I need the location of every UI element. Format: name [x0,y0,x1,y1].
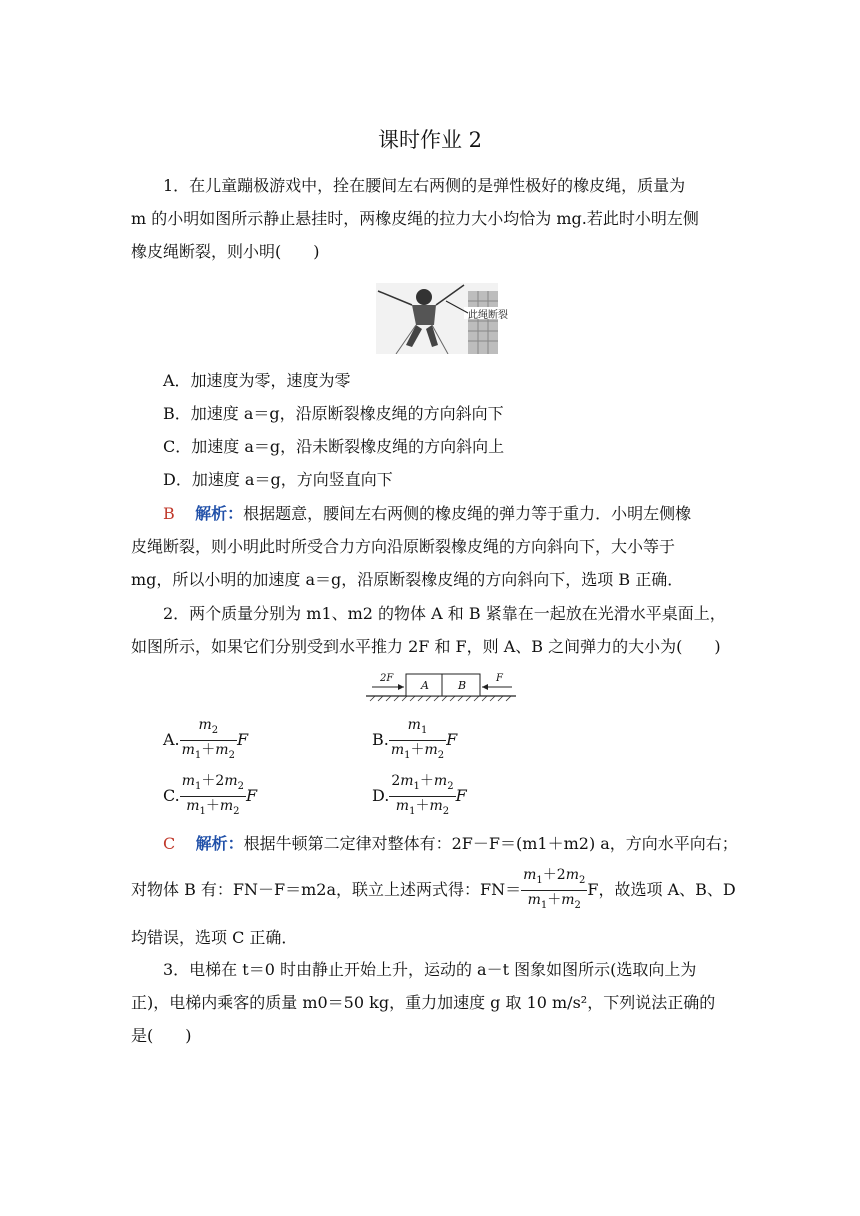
q2-option-a-fraction: $\frac{m_2}{m_1+m_2}$ [181,717,235,761]
q2-option-d-fraction: $\frac{2m_1+m_2}{m_1+m_2}$ [391,773,454,817]
q1-analysis-line3: mg，所以小明的加速度 a＝g，沿原断裂橡皮绳的方向斜向下，选项 B 正确． [131,570,684,589]
q1-option-c: C．加速度 a＝g，沿未断裂橡皮绳的方向斜向上 [163,437,505,456]
q2-figure-force-f: F [496,673,503,684]
q3-stem-line1: 3．电梯在 t＝0 时由静止开始上升，运动的 a－t 图象如图所示(选取向上为 [163,960,697,979]
q2-stem-line2: 如图所示，如果它们分别受到水平推力 2F 和 F，则 A、B 之间弹力的大小为( ) [131,637,721,656]
q1-figure-label: 此绳断裂 [468,310,508,321]
q2-option-d: D. $\frac{2m_1+m_2}{m_1+m_2}$ F [372,772,467,821]
q2-option-c-label: C. [163,785,180,805]
page-title: 课时作业 2 [377,128,483,152]
q1-option-d: D．加速度 a＝g，方向竖直向下 [163,470,393,489]
q2-answer: C [163,834,176,853]
q1-stem-line2: m 的小明如图所示静止悬挂时，两橡皮绳的拉力大小均恰为 mg.若此时小明左侧 [131,209,699,228]
q1-analysis-line1: 根据题意，腰间左右两侧的橡皮绳的弹力等于重力．小明左侧橡 [243,504,692,523]
q2-analysis-line2-part1: 对物体 B 有：FN－F＝m2a，联立上述两式得：FN＝ [131,879,522,899]
q2-option-a: A. $\frac{m_2}{m_1+m_2}$ F [163,716,248,765]
q2-analysis-line3: 均错误，选项 C 正确． [131,928,298,947]
q2-option-a-label: A. [163,729,180,749]
q1-stem-line1: 1．在儿童蹦极游戏中，拴在腰间左右两侧的是弹性极好的橡皮绳，质量为 [163,176,686,195]
q1-option-a: A．加速度为零，速度为零 [163,371,351,390]
q1-figure-bungee [376,283,508,354]
q1-analysis-line2: 皮绳断裂，则小明此时所受合力方向沿原断裂橡皮绳的方向斜向下，大小等于 [131,537,676,556]
q2-figure-blocks [366,670,516,702]
q2-stem-line1: 2．两个质量分别为 m1、m2 的物体 A 和 B 紧靠在一起放在光滑水平桌面上， [163,604,726,623]
q1-stem-line3: 橡皮绳断裂，则小明( ) [131,242,320,261]
q2-figure-force-2f: 2F [380,673,394,684]
q2-option-b-fraction: $\frac{m_1}{m_1+m_2}$ [390,717,445,761]
q1-answer: B [163,504,175,523]
q2-option-c: C. $\frac{m_1+2m_2}{m_1+m_2}$ F [163,772,257,821]
q2-figure-block-a: A [421,679,429,692]
q2-analysis-fraction: $\frac{m_1+2m_2}{m_1+m_2}$ [523,867,586,911]
q3-stem-line3: 是( ) [131,1026,192,1045]
q2-option-b: B. $\frac{m_1}{m_1+m_2}$ F [372,716,457,765]
q2-figure-block-b: B [458,679,467,692]
q1-analysis-label: 解析： [195,504,244,523]
q2-option-d-label: D. [372,785,390,805]
q2-analysis-line2-part2: F，故选项 A、B、D [587,879,736,899]
q2-option-b-label: B. [372,729,389,749]
q3-stem-line2: 正)，电梯内乘客的质量 m0＝50 kg，重力加速度 g 取 10 m/s²，下列说法正确的 [131,993,716,1012]
q2-analysis-label: 解析： [195,834,244,853]
q2-analysis-line1: 根据牛顿第二定律对整体有：2F－F＝(m1＋m2) a，方向水平向右； [243,834,738,853]
q1-option-b: B．加速度 a＝g，沿原断裂橡皮绳的方向斜向下 [163,404,504,423]
q2-option-c-fraction: $\frac{m_1+2m_2}{m_1+m_2}$ [181,773,244,817]
